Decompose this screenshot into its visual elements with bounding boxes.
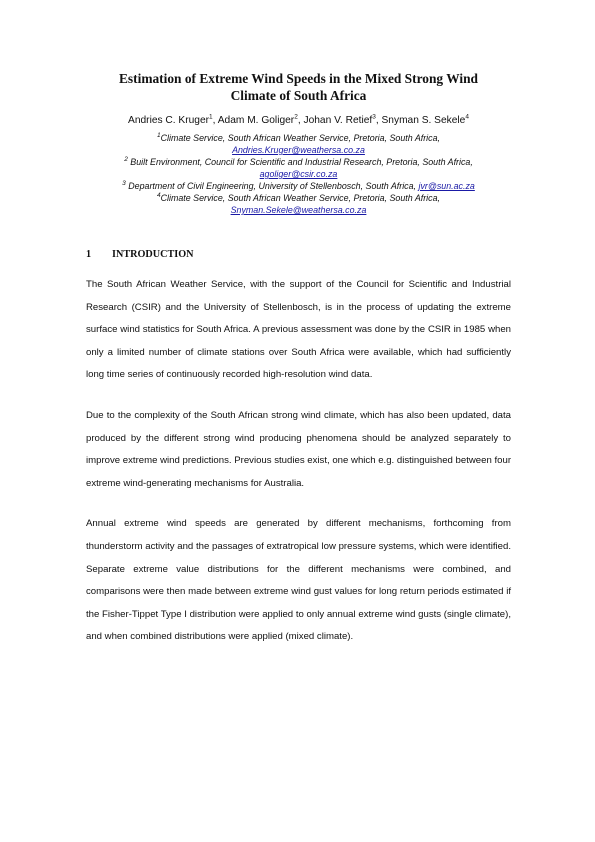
affiliation-text: Department of Civil Engineering, University of Stellenbosch, South Africa, [125, 181, 419, 191]
section-number: 1 [86, 249, 92, 260]
author-list [86, 114, 511, 127]
section-heading [86, 248, 511, 261]
affiliation-list [86, 132, 511, 216]
affiliation-text: Climate Service, South African Weather Service, Pretoria, South Africa, [160, 193, 440, 203]
author-name: Johan V. Retief [303, 115, 373, 126]
author-separator: , [375, 115, 382, 126]
affiliation-marker: 1 [157, 132, 161, 140]
author-name: Adam M. Goliger [217, 115, 295, 126]
author-separator: , [212, 115, 218, 126]
body-paragraph: Due to the complexity of the South African strong wind climate, which has also been updated, data produced by the different strong wind producing phenomena should be analyzed separately to improve extreme wind predictions. Previous studies exist, one which e.g. distinguished between four extreme wind-generating mechanisms for Australia. [86, 409, 512, 489]
section-title: INTRODUCTION [112, 249, 194, 260]
author-affiliation-marker: 4 [465, 113, 469, 121]
body-paragraph: The South African Weather Service, with the support of the Council for Scientific and Industrial Research (CSIR) and the University of Stellenbosch, is in the process of updating the extreme surface wind statistics for South Africa. A previous assessment was done by the CSIR in 1985 when only a limited number of climate stations over South Africa were available, which had sufficiently long time series of continuously recorded high-resolution wind data. [86, 279, 511, 381]
affiliation-4 [86, 192, 511, 216]
author-separator: , [297, 115, 304, 126]
affiliation-text: Built Environment, Council for Scientific and Industrial Research, Pretoria, South Africa, [127, 157, 473, 167]
email-link[interactable]: agoliger@csir.co.za [259, 169, 338, 179]
affiliation-3 [86, 180, 511, 192]
paper-title-line-1: Estimation of Extreme Wind Speeds in the Mixed Strong Wind [119, 71, 478, 86]
affiliation-text: Climate Service, South African Weather Service, Pretoria, South Africa, [160, 133, 440, 143]
author-affiliation-marker: 1 [209, 113, 213, 121]
email-link[interactable]: Andries.Kruger@weathersa.co.za [232, 145, 365, 155]
paper-title [86, 70, 511, 104]
email-link[interactable]: jvr@sun.ac.za [418, 181, 475, 191]
author-name: Andries C. Kruger [128, 115, 210, 126]
author-affiliation-marker: 2 [294, 113, 298, 121]
author-affiliation-marker: 3 [372, 113, 376, 121]
affiliation-2 [86, 156, 511, 180]
author-name: Snyman S. Sekele [381, 115, 466, 126]
affiliation-marker: 3 [122, 180, 126, 188]
affiliation-1 [86, 132, 511, 156]
affiliation-marker: 2 [124, 156, 128, 164]
email-link[interactable]: Snyman.Sekele@weathersa.co.za [230, 205, 367, 215]
paper-title-line-2: Climate of South Africa [230, 88, 367, 103]
body-paragraph: Annual extreme wind speeds are generated by different mechanisms, forthcoming from thunderstorm activity and the passages of extratropical low pressure systems, which were identified. Separate extreme value distributions for the different mechanisms were combined, and comparisons were then made between extreme wind gust values for long return periods estimated if the Fisher-Tippet Type I distribution were applied to only annual extreme wind gusts (single climate), and when combined distributions were applied (mixed climate). [86, 518, 511, 643]
affiliation-marker: 4 [157, 192, 161, 200]
